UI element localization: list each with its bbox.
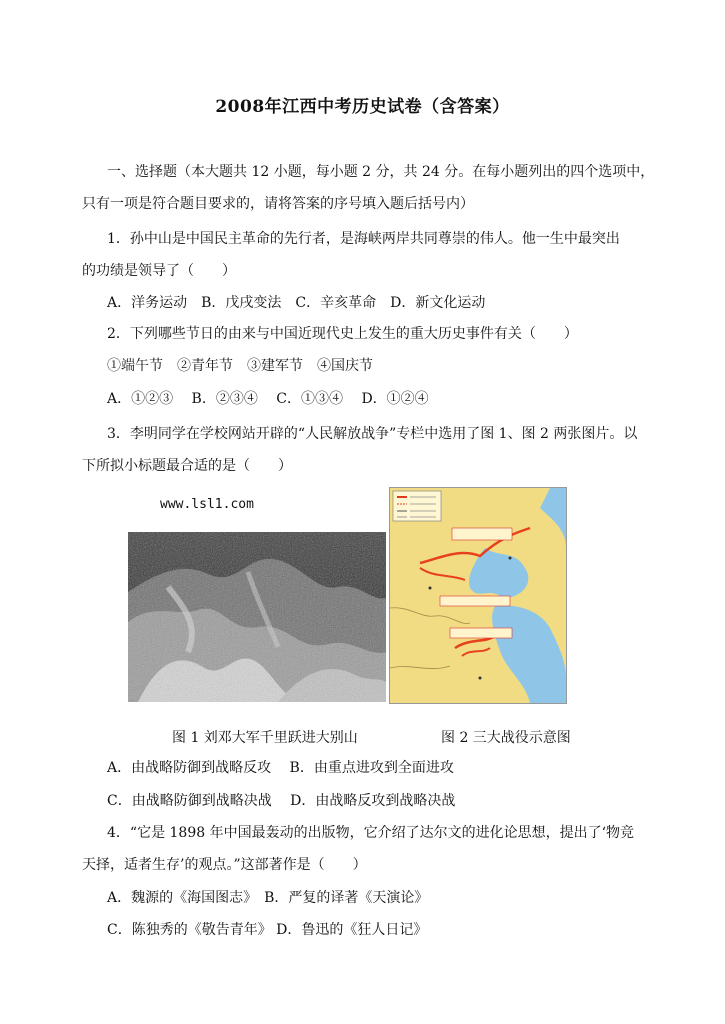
- question-4-options-1: A．魏源的《海国图志》 B．严复的译著《天演论》: [107, 890, 429, 906]
- question-3-options-2: C．由战略防御到战略决战 D．由战略反攻到战略决战: [107, 793, 456, 809]
- section-instructions-line-1: 一、选择题（本大题共 12 小题，每小题 2 分，共 24 分。在每小题列出的四个选项中，: [107, 164, 655, 180]
- question-4-line-2: 天择，适者生存’的观点。”这部著作是（ ）: [82, 857, 367, 873]
- question-3-line-2: 下所拟小标题最合适的是（ ）: [82, 458, 292, 474]
- figure-2-map: [389, 487, 567, 704]
- battles-map-image: [390, 488, 566, 703]
- question-2-options: A．①②③ B．②③④ C．①③④ D．①②④: [107, 391, 429, 407]
- question-1-line-2: 的功绩是领导了（ ）: [82, 263, 236, 279]
- question-4-line-1: 4．“它是 1898 年中国最轰动的出版物，它介绍了达尔文的进化论思想，提出了‘物竞: [107, 825, 635, 841]
- figure-2-caption: 图 2 三大战役示意图: [441, 730, 571, 746]
- question-1-line-1: 1．孙中山是中国民主革命的先行者，是海峡两岸共同尊崇的伟人。他一生中最突出: [107, 231, 620, 247]
- question-3-options-1: A．由战略防御到战略反攻 B．由重点进攻到全面进攻: [107, 760, 454, 776]
- mountain-photo-image: [128, 532, 386, 702]
- section-instructions-line-2: 只有一项是符合题目要求的，请将答案的序号填入题后括号内）: [82, 196, 474, 212]
- question-2-line-1: 2．下列哪些节日的由来与中国近现代史上发生的重大历史事件有关（ ）: [107, 326, 578, 342]
- figure-1-photo: [128, 532, 386, 702]
- page-title: 2008年江西中考历史试卷（含答案）: [215, 97, 510, 117]
- watermark-text: www.lsl1.com: [160, 497, 254, 512]
- question-1-options: A．洋务运动 B．戊戌变法 C．辛亥革命 D．新文化运动: [107, 295, 486, 311]
- figure-1-caption: 图 1 刘邓大军千里跃进大别山: [172, 730, 358, 746]
- question-3-line-1: 3．李明同学在学校网站开辟的“人民解放战争”专栏中选用了图 1、图 2 两张图片。以: [107, 426, 638, 442]
- question-4-options-2: C．陈独秀的《敬告青年》 D．鲁迅的《狂人日记》: [107, 922, 428, 938]
- question-2-items: ①端午节 ②青年节 ③建军节 ④国庆节: [107, 358, 373, 374]
